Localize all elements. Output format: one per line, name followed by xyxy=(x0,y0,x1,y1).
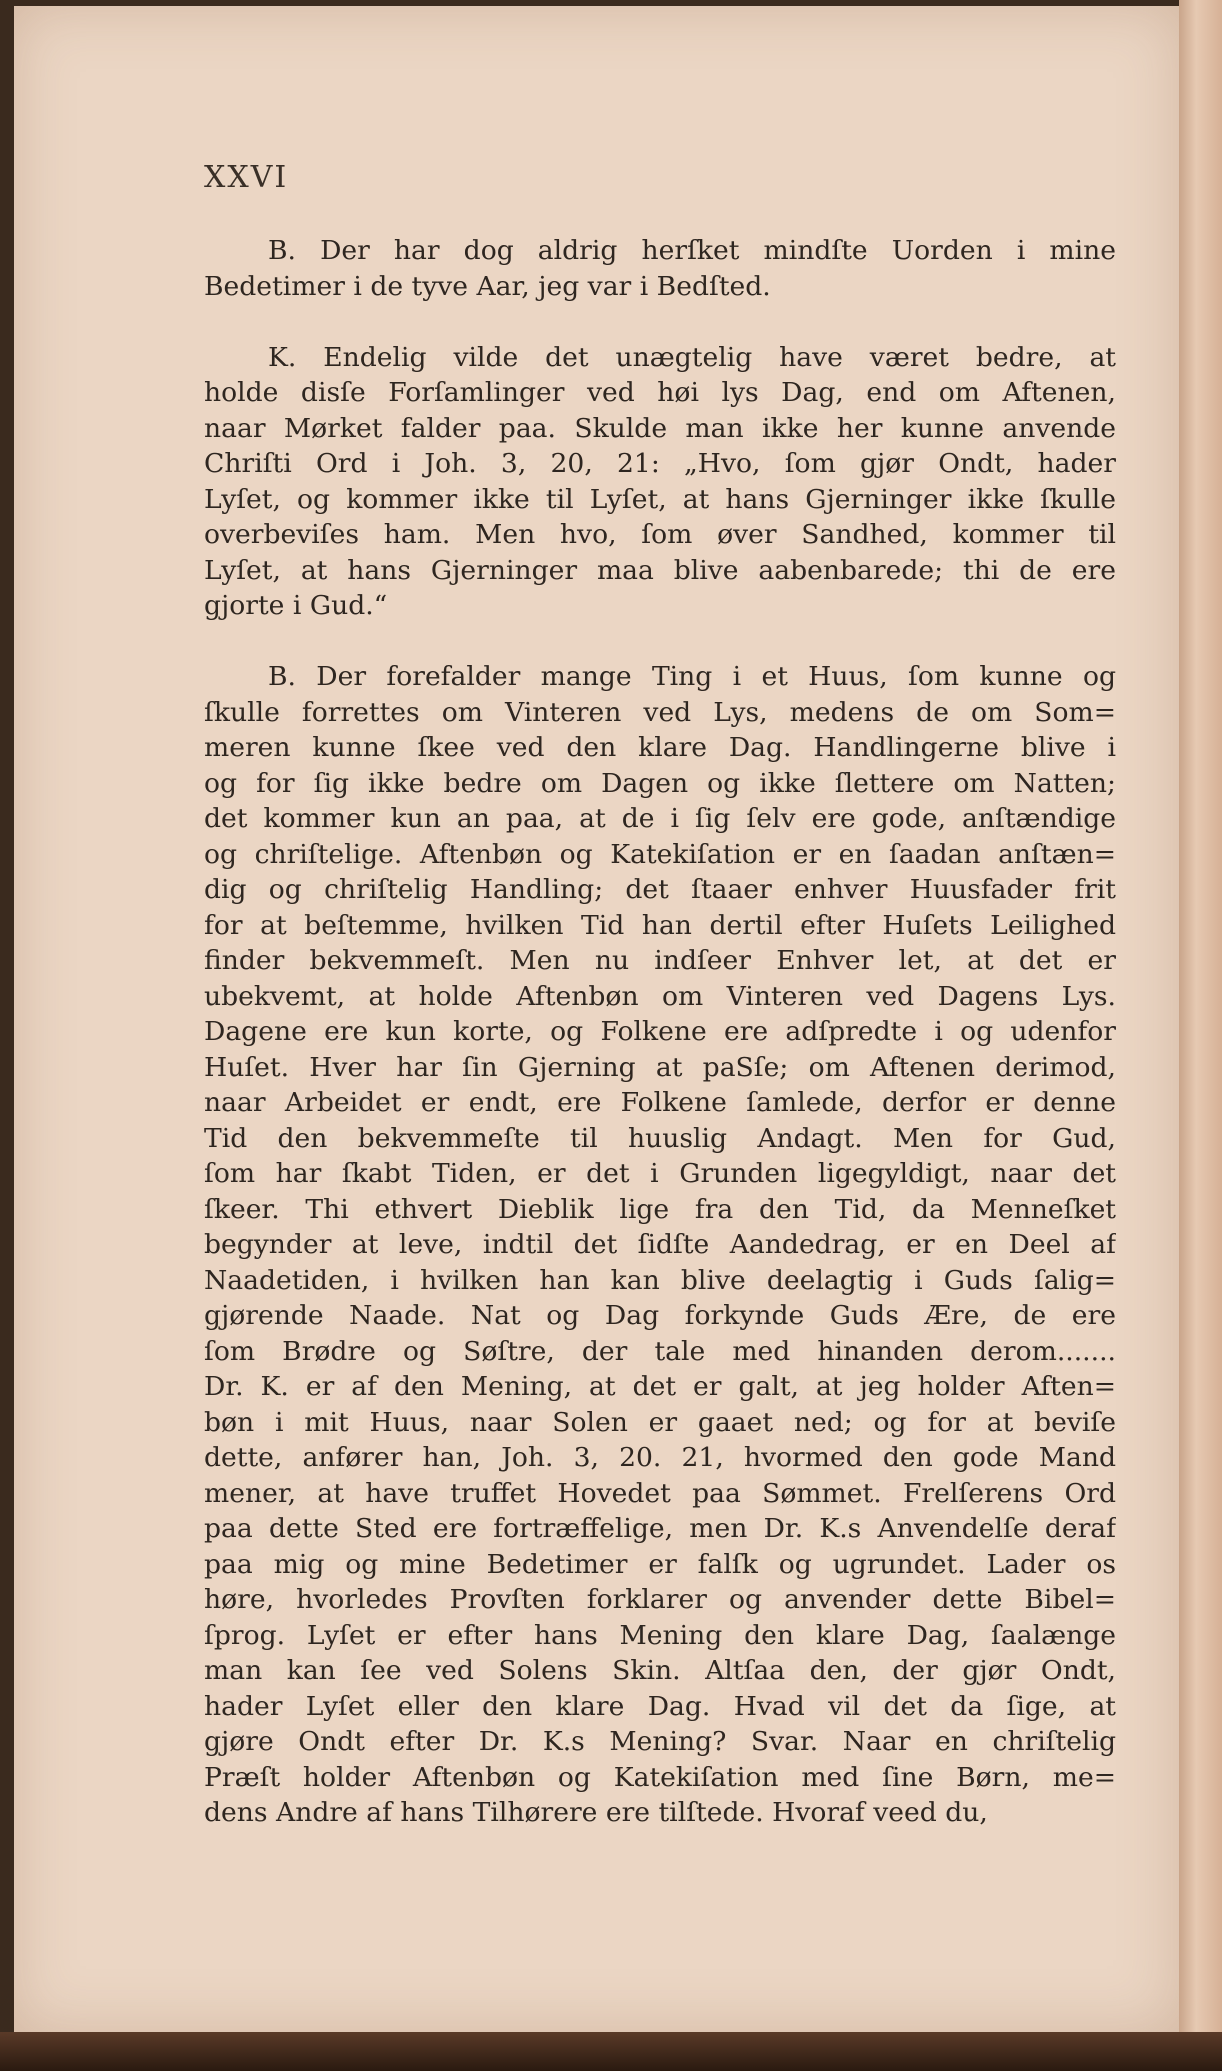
text-line: B. Der forefalder mange Ting i et Huus, ſom kunne og xyxy=(268,661,1116,692)
text-line: Huſet. Hver har ſin Gjerning at paSſe; om Aftenen derimod, xyxy=(204,1051,1116,1083)
text-line: Dagene ere kun korte, og Folkene ere adſpredte i og udenfor xyxy=(204,1016,1116,1047)
text-line: og chriſtelige. Aftenbøn og Katekiſation er en ſaadan anſtæn= xyxy=(204,838,1116,870)
text-line: ubekvemt, at holde Aftenbøn om Vinteren ved Dagens Lys. xyxy=(204,980,1116,1012)
text-line: begynder at leve, indtil det ſidſte Aandedrag, er en Deel af xyxy=(204,1229,1116,1260)
text-line: mener, at have truffet Hovedet paa Sømmet. Frelſerens Ord xyxy=(204,1477,1116,1509)
text-line: man kan ſee ved Solens Skin. Altſaa den, der gjør Ondt, xyxy=(204,1655,1116,1686)
text-line: Dr. K. er af den Mening, at det er galt, at jeg holder Aften= xyxy=(204,1371,1116,1402)
text-line: gjorte i Gud.“ xyxy=(204,590,388,621)
text-line: det kommer kun an paa, at de i ſig ſelv ere gode, anſtændige xyxy=(204,803,1116,834)
text-line: Naadetiden, i hvilken han kan blive deelagtig i Guds ſalig= xyxy=(204,1264,1116,1296)
text-line: naar Mørket falder paa. Skulde man ikke her kunne anvende xyxy=(204,412,1116,444)
text-line: dig og chriſtelig Handling; det ſtaaer enhver Huusfader frit xyxy=(204,874,1116,905)
page-edge-bottom xyxy=(0,2032,1222,2071)
text-line: ſprog. Lyſet er efter hans Mening den klare Dag, ſaalænge xyxy=(204,1619,1116,1651)
text-line: ſom Brødre og Søſtre, der tale med hinanden derom....... xyxy=(204,1335,1116,1367)
page-edge-right xyxy=(1179,0,1222,2071)
text-line: finder bekvemmeſt. Men nu indſeer Enhver let, at det er xyxy=(204,945,1116,976)
text-line: gjøre Ondt efter Dr. K.s Mening? Svar. Naar en chriſtelig xyxy=(204,1726,1116,1757)
text-line: overbeviſes ham. Men hvo, ſom øver Sandhed, kommer til xyxy=(204,519,1116,550)
text-line: paa dette Sted ere fortræffelige, men Dr. K.s Anvendelſe deraf xyxy=(204,1513,1116,1544)
body-text xyxy=(204,233,1116,1866)
text-line: Chriſti Ord i Joh. 3, 20, 21: „Hvo, ſom gjør Ondt, hader xyxy=(204,448,1116,479)
text-line: K. Endelig vilde det unægtelig have været bedre, at xyxy=(268,341,1116,373)
text-line: dens Andre af hans Tilhørere ere tilſtede. Hvoraf veed du, xyxy=(204,1797,988,1828)
text-line: holde disſe Forſamlinger ved høi lys Dag, end om Aftenen, xyxy=(204,377,1116,408)
text-line: meren kunne ſkee ved den klare Dag. Handlingerne blive i xyxy=(204,732,1116,763)
text-line: og for ſig ikke bedre om Dagen og ikke ſlettere om Natten; xyxy=(204,767,1116,799)
paragraph xyxy=(204,659,1116,1831)
text-line: ſom har ſkabt Tiden, er det i Grunden ligegyldigt, naar det xyxy=(204,1158,1116,1189)
text-line: naar Arbeidet er endt, ere Folkene ſamlede, derfor er denne xyxy=(204,1087,1116,1118)
page-number: XXVI xyxy=(204,160,289,195)
text-line: dette, anfører han, Joh. 3, 20. 21, hvormed den gode Mand xyxy=(204,1442,1116,1473)
paragraph xyxy=(204,340,1116,624)
text-line: Tid den bekvemmeſte til huuslig Andagt. Men for Gud, xyxy=(204,1122,1116,1154)
text-line: B. Der har dog aldrig herſket mindſte Uorden i mine xyxy=(268,235,1116,266)
text-line: bøn i mit Huus, naar Solen er gaaet ned; og for at beviſe xyxy=(204,1406,1116,1438)
text-line: gjørende Naade. Nat og Dag forkynde Guds Ære, de ere xyxy=(204,1300,1116,1331)
paragraph xyxy=(204,233,1116,304)
text-line: Lyſet, at hans Gjerninger maa blive aabenbarede; thi de ere xyxy=(204,554,1116,586)
text-line: ſkulle forrettes om Vinteren ved Lys, medens de om Som= xyxy=(204,696,1116,728)
text-line: Bedetimer i de tyve Aar, jeg var i Bedſted. xyxy=(204,270,771,302)
text-line: høre, hvorledes Provſten forklarer og anvender dette Bibel= xyxy=(204,1584,1116,1615)
text-line: Præſt holder Aftenbøn og Katekiſation med ſine Børn, me= xyxy=(204,1761,1116,1793)
text-line: paa mig og mine Bedetimer er falſk og ugrundet. Lader os xyxy=(204,1548,1116,1580)
text-line: ſkeer. Thi ethvert Dieblik lige fra den Tid, da Menneſket xyxy=(204,1193,1116,1225)
text-line: for at beſtemme, hvilken Tid han dertil efter Huſets Leilighed xyxy=(204,909,1116,941)
text-line: hader Lyſet eller den klare Dag. Hvad vil det da ſige, at xyxy=(204,1690,1116,1722)
text-line: Lyſet, og kommer ikke til Lyſet, at hans Gjerninger ikke ſkulle xyxy=(204,483,1116,515)
